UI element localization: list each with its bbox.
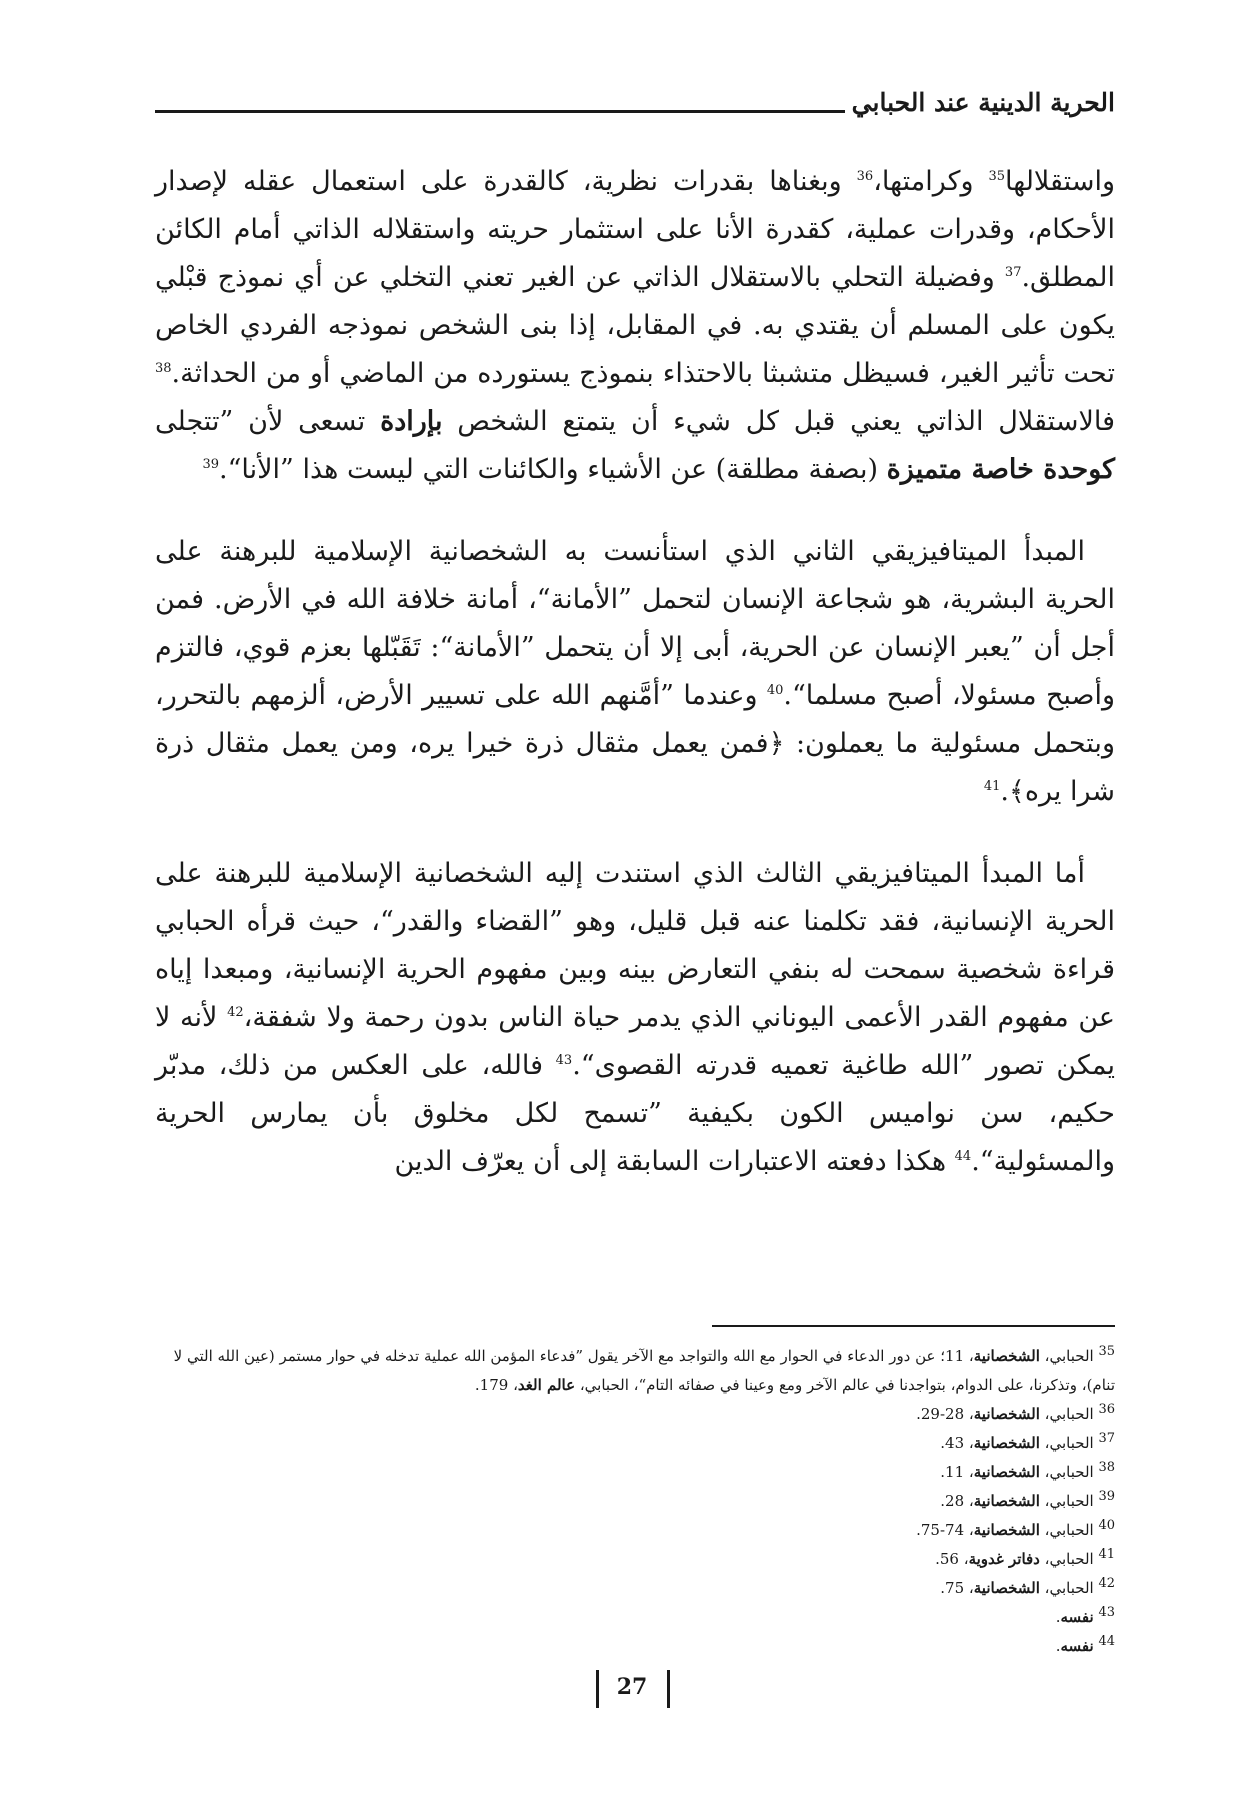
text-run: الحبابي،: [1039, 1434, 1099, 1452]
paragraph-3: [155, 850, 1115, 1186]
paragraph-1: [155, 158, 1115, 494]
text-run: أما المبدأ الميتافيزيقي الثالث الذي استندت إليه الشخصانية الإسلامية للبرهنة على الحرية الإنسانية، فقد تكلمنا عنه قبل قليل، وهو ”القضاء والقدر“، حيث قرأه الحبابي قراءة شخصية سمحت له بنفي التعارض بينه وبين مفهوم الحرية الإنسانية، ومبعدا إياه عن مفهوم القدر الأعمى اليوناني الذي يدمر حياة الناس بدون رحمة ولا شفقة،: [155, 858, 1116, 1033]
text-run: (بصفة مطلقة) عن الأشياء والكائنات التي ليست هذا ”الأنا“.: [219, 454, 887, 485]
footnote-ref[interactable]: 44: [954, 1149, 972, 1164]
footnote-item: [155, 1458, 1115, 1487]
footnote-number: 38: [1098, 1460, 1115, 1475]
footnote-separator: [712, 1325, 1115, 1327]
text-run: ، 179.: [474, 1376, 518, 1394]
text-run: المبدأ الميتافيزيقي الثاني الذي استأنست به الشخصانية الإسلامية للبرهنة على الحرية البشرية، هو شجاعة الإنسان لتحمل ”الأمانة“، أمانة خلافة الله في الأرض. فمن أجل أن ”يعبر الإنسان عن الحرية، أبى إلا أن يتحمل ”الأمانة“: تَقَبّلها بعزم قوي، فالتزم وأصبح مسئولا، أصبح مسلما“.: [155, 536, 1115, 711]
footnote-number: 41: [1098, 1547, 1115, 1562]
text-run: فالله، على العكس من ذلك، مدبّر حكيم، سن نواميس الكون بكيفية ”تسمح لكل مخلوق بأن يمارس الحرية والمسئولية“.: [155, 1050, 1115, 1177]
source-title: نفسه: [1060, 1637, 1094, 1655]
text-run: تسعى لأن ”تتجلى: [155, 406, 381, 437]
text-run: ، 11.: [940, 1463, 974, 1481]
page-number-bar-left: [596, 1670, 599, 1708]
footnote-number: 39: [1098, 1489, 1115, 1504]
footnote-ref[interactable]: 39: [202, 457, 220, 472]
text-run: ، 28.: [940, 1492, 974, 1510]
footnotes: [155, 1342, 1115, 1661]
text-run: الحبابي،: [1039, 1492, 1099, 1510]
text-run: الحبابي،: [1039, 1347, 1099, 1365]
text-run: الحبابي،: [1039, 1463, 1099, 1481]
bold-term: كوحدة خاصة متميزة: [886, 454, 1115, 485]
main-text: [155, 158, 1115, 1220]
text-run: فالاستقلال الذاتي يعني قبل كل شيء أن يتمتع الشخص: [442, 406, 1115, 437]
footnote-item: [155, 1342, 1115, 1400]
text-run: الحبابي،: [1039, 1405, 1099, 1423]
footnote-number: 35: [1098, 1344, 1115, 1359]
header-rule: [155, 110, 845, 113]
text-run: هكذا دفعته الاعتبارات السابقة إلى أن يعرّف الدين: [394, 1146, 955, 1177]
footnote-item: [155, 1400, 1115, 1429]
source-title: نفسه: [1060, 1608, 1094, 1626]
page-number-block: [0, 1670, 1260, 1710]
text-run: .: [1055, 1608, 1061, 1626]
source-title: الشخصانية: [973, 1579, 1040, 1597]
footnote-item: [155, 1545, 1115, 1574]
footnote-ref[interactable]: 35: [988, 169, 1006, 184]
text-run: وعندما ”أمَّنهم الله على تسيير الأرض، ألزمهم بالتحرر، وبتحمل مسئولية ما يعملون: ﴿فمن يعمل مثقال ذرة خيرا يره، ومن يعمل مثقال ذرة شرا يره﴾.: [155, 680, 1115, 807]
source-title: الشخصانية: [973, 1463, 1040, 1481]
paragraph-2: [155, 528, 1115, 816]
source-title: الشخصانية: [973, 1434, 1040, 1452]
text-run: الحبابي،: [1039, 1579, 1099, 1597]
page-number: 27: [616, 1674, 648, 1700]
footnote-number: 44: [1098, 1634, 1115, 1649]
text-run: لأنه لا يمكن تصور ”الله طاغية تعميه قدرته القصوى“.: [155, 1002, 1115, 1081]
footnote-item: [155, 1632, 1115, 1661]
text-run: ، 56.: [935, 1550, 969, 1568]
footnote-item: [155, 1603, 1115, 1632]
text-run: ، 43.: [940, 1434, 974, 1452]
footnote-ref[interactable]: 43: [555, 1053, 573, 1068]
text-run: وبغناها بقدرات نظرية، كالقدرة على استعمال عقله لإصدار الأحكام، وقدرات عملية، كقدرة الأنا على استثمار حريته واستقلاله الذاتي أمام الكائن المطلق.: [155, 166, 1115, 293]
footnote-ref[interactable]: 37: [1004, 265, 1022, 280]
running-header-title: الحرية الدينية عند الحبابي: [851, 88, 1115, 117]
footnote-number: 43: [1098, 1605, 1115, 1620]
text-run: واستقلالها: [1005, 166, 1115, 197]
bold-term: بإرادة: [380, 406, 443, 437]
text-run: وفضيلة التحلي بالاستقلال الذاتي عن الغير تعني التخلي عن أي نموذج قبْلي يكون على المسلم أن يقتدي به. في المقابل، إذا بنى الشخص نموذجه الفردي الخاص تحت تأثير الغير، فسيظل متشبثا بالاحتذاء بنموذج يستورده من الماضي أو من الحداثة.: [155, 262, 1115, 389]
text-run: ، 28-29.: [916, 1405, 974, 1423]
footnote-number: 42: [1098, 1576, 1115, 1591]
text-run: الحبابي،: [1039, 1521, 1099, 1539]
footnote-number: 40: [1098, 1518, 1115, 1533]
source-title: الشخصانية: [973, 1492, 1040, 1510]
footnote-ref[interactable]: 41: [983, 779, 1001, 794]
footnote-item: [155, 1516, 1115, 1545]
running-header: [155, 88, 1115, 128]
text-run: ، 11؛ عن دور الدعاء في الحوار مع الله والتواجد مع الآخر يقول ”فدعاء المؤمن الله عملية تدخله في حوار مستمر (عين الله التي لا تنام)، وتذكرنا، على الدوام، بتواجدنا في عالم الآخر ومع وعينا في صفائه التام“، الحبابي،: [173, 1347, 1115, 1394]
source-title: الشخصانية: [973, 1347, 1040, 1365]
text-run: .: [1055, 1637, 1061, 1655]
text-run: ، 74-75.: [916, 1521, 974, 1539]
footnote-number: 37: [1098, 1431, 1115, 1446]
text-run: الحبابي،: [1039, 1550, 1099, 1568]
footnote-item: [155, 1429, 1115, 1458]
text-run: ، 75.: [940, 1579, 974, 1597]
source-title: الشخصانية: [973, 1521, 1040, 1539]
page-number-bar-right: [667, 1670, 670, 1708]
text-run: وكرامتها،: [873, 166, 989, 197]
footnote-ref[interactable]: 42: [227, 1005, 244, 1020]
footnote-ref[interactable]: 38: [155, 361, 172, 376]
footnote-ref[interactable]: 36: [856, 169, 874, 184]
footnote-number: 36: [1098, 1402, 1115, 1417]
footnote-item: [155, 1574, 1115, 1603]
footnote-ref[interactable]: 40: [766, 683, 784, 698]
source-title: الشخصانية: [973, 1405, 1040, 1423]
footnote-item: [155, 1487, 1115, 1516]
source-title: دفاتر غدوية: [968, 1550, 1040, 1568]
source-title: عالم الغد: [517, 1376, 576, 1394]
